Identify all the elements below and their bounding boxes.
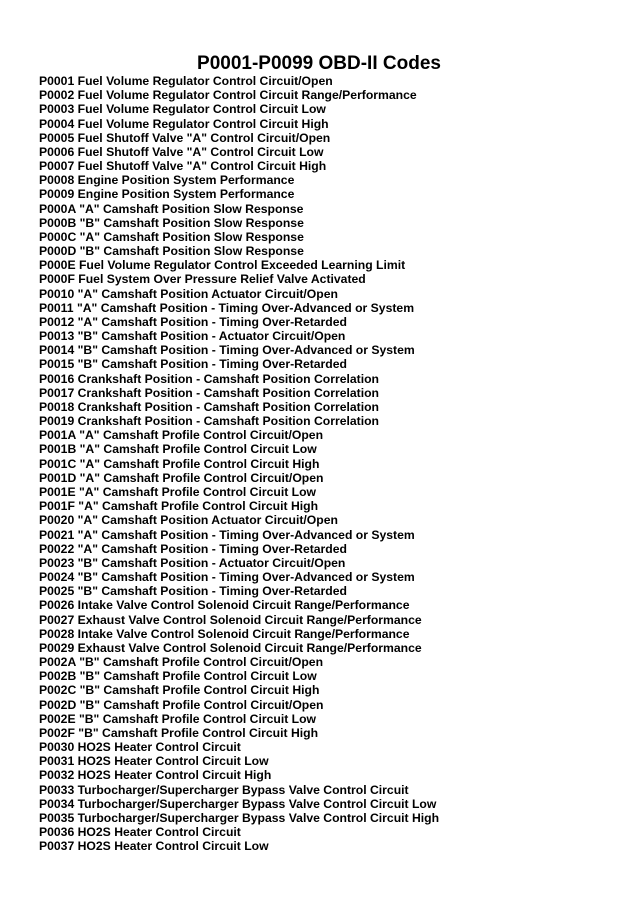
code-list-item: P0004 Fuel Volume Regulator Control Circuit High	[39, 116, 329, 131]
code-list-item: P0026 Intake Valve Control Solenoid Circuit Range/Performance	[39, 598, 410, 613]
code-list-item: P0034 Turbocharger/Supercharger Bypass Valve Control Circuit Low	[39, 796, 437, 811]
code-list-item: P0002 Fuel Volume Regulator Control Circuit Range/Performance	[39, 88, 417, 103]
code-list	[39, 74, 439, 853]
code-list-item: P0029 Exhaust Valve Control Solenoid Circuit Range/Performance	[39, 640, 422, 655]
code-list-item: P0021 "A" Camshaft Position - Timing Over-Advanced or System	[39, 527, 415, 542]
code-list-item: P001F "A" Camshaft Profile Control Circuit High	[39, 499, 319, 514]
code-list-item: P0010 "A" Camshaft Position Actuator Circuit/Open	[39, 286, 338, 301]
code-list-item: P001B "A" Camshaft Profile Control Circuit Low	[39, 442, 317, 457]
code-list-item: P0033 Turbocharger/Supercharger Bypass Valve Control Circuit	[39, 782, 409, 797]
code-list-item: P0020 "A" Camshaft Position Actuator Circuit/Open	[39, 513, 338, 528]
code-list-item: P0014 "B" Camshaft Position - Timing Over-Advanced or System	[39, 343, 415, 358]
code-list-item: P0032 HO2S Heater Control Circuit High	[39, 768, 272, 783]
code-list-item: P000E Fuel Volume Regulator Control Exceeded Learning Limit	[39, 258, 406, 273]
code-list-item: P0031 HO2S Heater Control Circuit Low	[39, 754, 269, 769]
code-list-item: P002C "B" Camshaft Profile Control Circuit High	[39, 683, 320, 698]
code-list-item: P0027 Exhaust Valve Control Solenoid Circuit Range/Performance	[39, 612, 422, 627]
code-list-item: P0005 Fuel Shutoff Valve "A" Control Circuit/Open	[39, 130, 331, 145]
code-list-item: P0025 "B" Camshaft Position - Timing Over-Retarded	[39, 584, 347, 599]
code-list-item: P0011 "A" Camshaft Position - Timing Over-Advanced or System	[39, 300, 415, 315]
code-list-item: P0001 Fuel Volume Regulator Control Circuit/Open	[39, 74, 333, 88]
code-list-item: P001A "A" Camshaft Profile Control Circuit/Open	[39, 428, 324, 443]
code-list-item: P0036 HO2S Heater Control Circuit	[39, 825, 241, 840]
code-list-item: P002D "B" Camshaft Profile Control Circuit/Open	[39, 697, 324, 712]
code-list-item: P0022 "A" Camshaft Position - Timing Over-Retarded	[39, 541, 347, 556]
code-list-item: P0019 Crankshaft Position - Camshaft Position Correlation	[39, 414, 379, 429]
code-list-item: P0013 "B" Camshaft Position - Actuator Circuit/Open	[39, 329, 346, 344]
code-list-item: P000B "B" Camshaft Position Slow Response	[39, 215, 304, 230]
code-list-item: P000F Fuel System Over Pressure Relief Valve Activated	[39, 272, 366, 287]
code-list-item: P0024 "B" Camshaft Position - Timing Over-Advanced or System	[39, 570, 415, 585]
code-list-item: P0023 "B" Camshaft Position - Actuator Circuit/Open	[39, 555, 346, 570]
code-list-item: P0037 HO2S Heater Control Circuit Low	[39, 839, 269, 854]
code-list-item: P0012 "A" Camshaft Position - Timing Over-Retarded	[39, 314, 347, 329]
code-list-item: P001C "A" Camshaft Profile Control Circuit High	[39, 456, 320, 471]
document-title-text: P0001-P0099 OBD-II Codes	[197, 53, 441, 74]
code-list-item: P0017 Crankshaft Position - Camshaft Position Correlation	[39, 385, 379, 400]
code-list-item: P0008 Engine Position System Performance	[39, 173, 295, 188]
code-list-item: P000C "A" Camshaft Position Slow Response	[39, 229, 304, 244]
code-list-item: P0016 Crankshaft Position - Camshaft Position Correlation	[39, 371, 379, 386]
code-list-item: P002E "B" Camshaft Profile Control Circuit Low	[39, 711, 317, 726]
code-list-item: P0035 Turbocharger/Supercharger Bypass Valve Control Circuit High	[39, 810, 440, 825]
code-list-item: P0006 Fuel Shutoff Valve "A" Control Circuit Low	[39, 144, 324, 159]
code-list-item: P001D "A" Camshaft Profile Control Circuit/Open	[39, 470, 324, 485]
code-list-item: P000A "A" Camshaft Position Slow Response	[39, 201, 304, 216]
code-list-item: P0003 Fuel Volume Regulator Control Circuit Low	[39, 102, 326, 117]
code-list-item: P0015 "B" Camshaft Position - Timing Over-Retarded	[39, 357, 347, 372]
code-list-item: P0030 HO2S Heater Control Circuit	[39, 740, 241, 755]
code-list-item: P002B "B" Camshaft Profile Control Circuit Low	[39, 669, 317, 684]
code-list-item: P0007 Fuel Shutoff Valve "A" Control Circuit High	[39, 159, 327, 174]
code-list-item: P000D "B" Camshaft Position Slow Response	[39, 244, 304, 259]
code-list-item: P0028 Intake Valve Control Solenoid Circuit Range/Performance	[39, 626, 410, 641]
code-list-item: P001E "A" Camshaft Profile Control Circuit Low	[39, 484, 317, 499]
code-list-item: P0009 Engine Position System Performance	[39, 187, 295, 202]
code-list-item: P002A "B" Camshaft Profile Control Circuit/Open	[39, 655, 324, 670]
code-list-item: P0018 Crankshaft Position - Camshaft Position Correlation	[39, 399, 379, 414]
code-list-item: P002F "B" Camshaft Profile Control Circuit High	[39, 725, 319, 740]
document-title	[0, 52, 638, 76]
